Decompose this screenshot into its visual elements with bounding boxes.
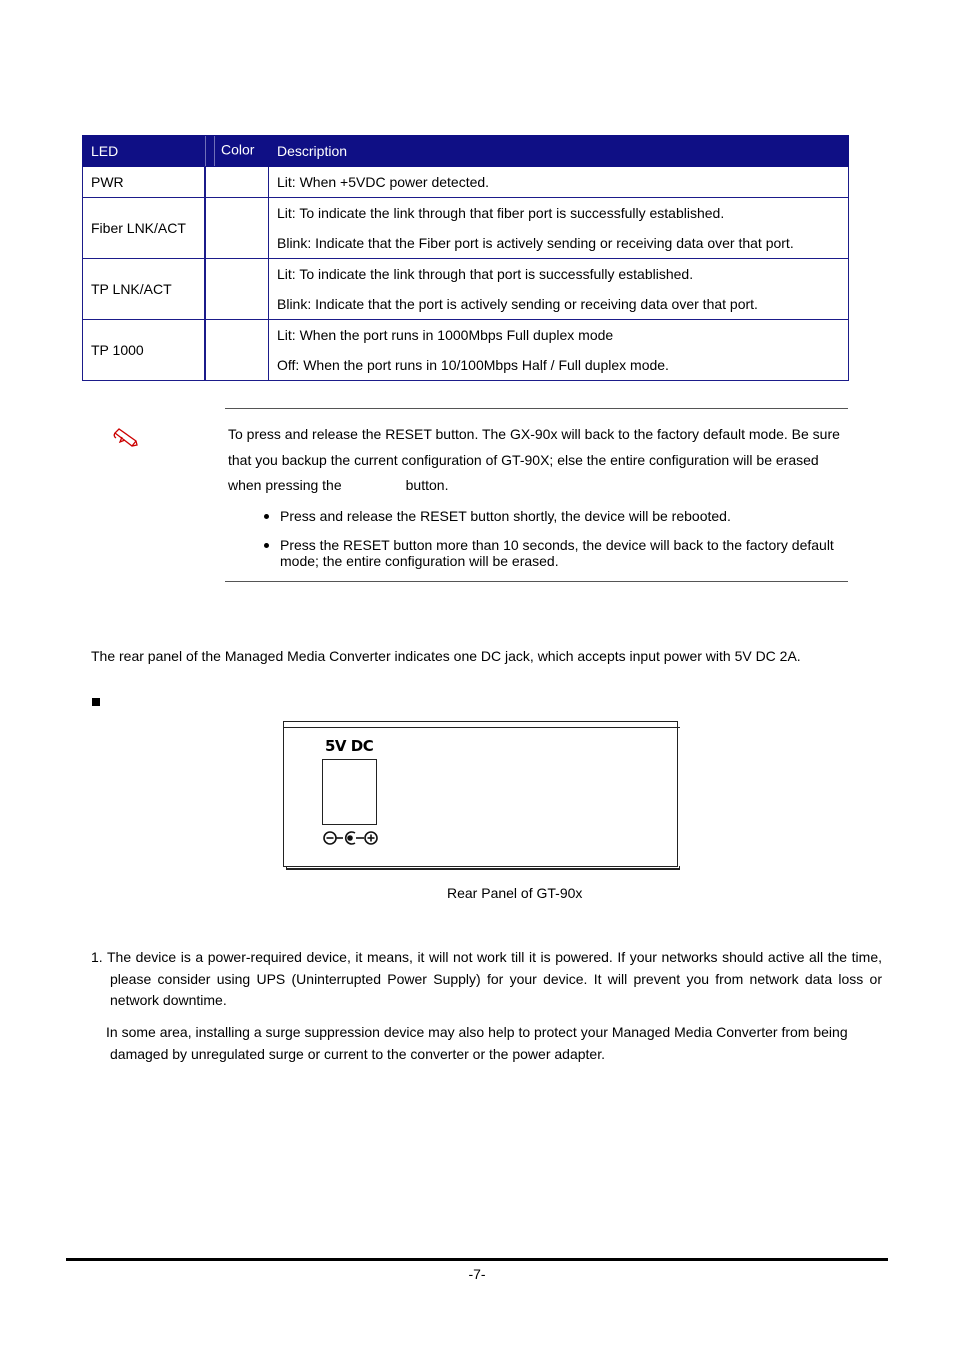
led-table-header [83, 136, 849, 167]
note-top-rule [225, 408, 848, 409]
table-row [83, 198, 849, 259]
table-row [83, 320, 849, 381]
notice-item-2: In some area, installing a surge suppression device may also help to protect your Managed Media Converter from being damaged by unregulated surge or current to the converter or the power adapter. [106, 1024, 848, 1062]
header-color: Color [205, 136, 269, 167]
led-description: Lit: When the port runs in 1000Mbps Full duplex mode Off: When the port runs in 10/100Mbps Half / Full duplex mode. [269, 320, 849, 381]
led-description: Lit: To indicate the link through that fiber port is successfully established. Blink: Indicate that the Fiber port is actively sending or receiving data over that port. [269, 198, 849, 259]
header-led: LED [83, 136, 205, 167]
led-description: Lit: To indicate the link through that port is successfully established. Blink: Indicate that the port is actively sending or receiving data over that port. [269, 259, 849, 320]
led-table [82, 135, 849, 381]
table-row [83, 259, 849, 320]
note-bottom-rule [225, 581, 848, 582]
led-name: TP 1000 [83, 320, 205, 381]
led-name: PWR [83, 167, 205, 198]
figure-caption: Rear Panel of GT-90x [447, 885, 583, 901]
list-item: Press and release the RESET button shortly, the device will be rebooted. [262, 508, 852, 524]
square-bullet-icon [92, 698, 100, 706]
pencil-note-icon [112, 428, 140, 450]
page-number: -7- [468, 1266, 486, 1282]
led-color [205, 167, 269, 198]
panel-base [286, 866, 680, 870]
note-bullet-list [262, 508, 852, 524]
table-row [83, 167, 849, 198]
led-name: Fiber LNK/ACT [83, 198, 205, 259]
note-text: To press and release the RESET button. The GX-90x will back to the factory default mode. Be sure that you backup the current configuration of GT-90X; else the entire configuration will be erased when pressing the button. [228, 426, 840, 493]
panel-edge [283, 727, 680, 728]
note-bullet-list-2 [262, 537, 852, 569]
led-color [205, 320, 269, 381]
led-name: TP LNK/ACT [83, 259, 205, 320]
led-color [205, 259, 269, 320]
led-description: Lit: When +5VDC power detected. [269, 167, 849, 198]
header-description: Description [269, 136, 849, 167]
rear-panel-intro: The rear panel of the Managed Media Converter indicates one DC jack, which accepts input power with 5V DC 2A. [91, 648, 801, 664]
footer-rule [66, 1258, 888, 1261]
dc-label: 5V DC [325, 737, 374, 755]
led-color [205, 198, 269, 259]
polarity-symbol-icon [322, 830, 380, 846]
dc-jack [322, 759, 377, 825]
notice-item-1: 1. The device is a power-required device, it means, it will not work till it is powered. If your networks should active all the time, please consider using UPS (Uninterrupted Power Supply) for your device. It will prevent you from network data loss or network downtime. [91, 949, 882, 1008]
list-item: Press the RESET button more than 10 seconds, the device will back to the factory default mode; the entire configuration will be erased. [262, 537, 852, 569]
